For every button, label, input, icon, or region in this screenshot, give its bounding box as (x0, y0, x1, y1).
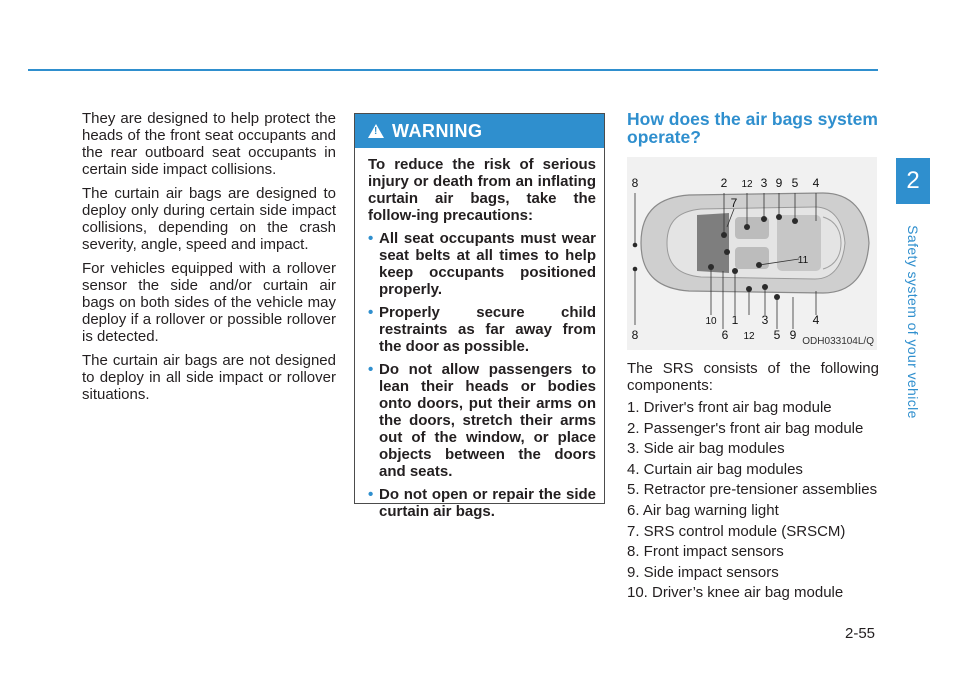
warning-item: • All seat occupants must wear seat belts at all times to help keep occupants positioned properly. (368, 230, 596, 298)
left-column (82, 110, 336, 410)
chapter-tab (896, 158, 930, 204)
paragraph: The curtain air bags are not designed to deploy in all side impact or rollover situations. (82, 352, 336, 403)
component-item: 8. Front impact sensors (627, 543, 784, 561)
components-list (627, 399, 879, 601)
figure-label: 12 (743, 331, 755, 342)
component-item: 9. Side impact sensors (627, 563, 779, 581)
figure-label: 4 (812, 176, 820, 190)
component-item: 10. Driver’s knee air bag module (627, 584, 844, 602)
figure-label: 11 (797, 255, 809, 266)
component-item: 6. Air bag warning light (627, 501, 779, 519)
figure-code: ODH033104L/Q (802, 336, 874, 347)
figure-label: 4 (812, 313, 820, 327)
figure-label: 3 (761, 313, 769, 327)
component-item: 2. Passenger's front air bag module (627, 419, 864, 437)
components-intro: The SRS consists of the following components: (627, 360, 879, 394)
figure-label: 5 (791, 176, 799, 190)
figure-label: 8 (631, 328, 639, 342)
figure-label: 12 (741, 179, 753, 190)
warning-body (355, 148, 604, 520)
section-heading: How does the air bags system operate? (627, 109, 878, 147)
warning-header (355, 114, 604, 148)
warning-intro: To reduce the risk of serious injury or death from an inflating curtain air bags, take the follow-ing precautions: (368, 156, 596, 224)
warning-box (354, 113, 605, 520)
page-number: 2-55 (845, 625, 876, 642)
warning-title: WARNING (392, 120, 483, 141)
warning-triangle-icon (368, 124, 384, 138)
warning-item: • Properly secure child restraints as far away from the door as possible. (368, 304, 596, 355)
warning-list (368, 230, 596, 520)
figure-label: 6 (721, 328, 729, 342)
paragraph: They are designed to help protect the heads of the front seat occupants and the rear outboard seat occupants in certain side impact collisions. (82, 110, 336, 178)
figure-label: 2 (720, 176, 728, 190)
component-item: 3. Side air bag modules (627, 440, 785, 458)
chapter-number: 2 (906, 167, 920, 194)
paragraph: For vehicles equipped with a rollover sensor the side and/or curtain air bags on both sides of the vehicle may deploy if a rollover or possible rollover is detected. (82, 260, 336, 345)
figure-label: 8 (631, 176, 639, 190)
component-item: 1. Driver's front air bag module (627, 399, 832, 416)
figure-label: 10 (705, 316, 717, 327)
component-item: 7. SRS control module (SRSCM) (627, 522, 846, 540)
component-item: 5. Retractor pre-tensioner assemblies (627, 481, 878, 499)
figure-label: 1 (731, 313, 739, 327)
figure-label: 7 (730, 196, 738, 210)
airbag-diagram (627, 157, 877, 350)
header-rule (28, 69, 878, 71)
right-column (627, 110, 879, 605)
warning-item: • Do not allow passengers to lean their heads or bodies onto doors, put their arms on the doors, stretch their arms out of the window, or place objects between the doors and seats. (368, 361, 596, 480)
component-item: 4. Curtain air bag modules (627, 460, 803, 478)
chapter-title: Safety system of your vehicle (905, 225, 921, 419)
paragraph: The curtain air bags are designed to deploy only during certain side impact collisions, depending on the crash severity, angle, speed and impact. (82, 185, 336, 253)
figure-label: 9 (775, 176, 783, 190)
figure-label: 5 (773, 328, 781, 342)
figure-label: 3 (760, 176, 768, 190)
car-topview-illustration (627, 157, 877, 350)
figure-label: 9 (789, 328, 797, 342)
warning-item: • Do not open or repair the side curtain air bags. (368, 486, 596, 520)
